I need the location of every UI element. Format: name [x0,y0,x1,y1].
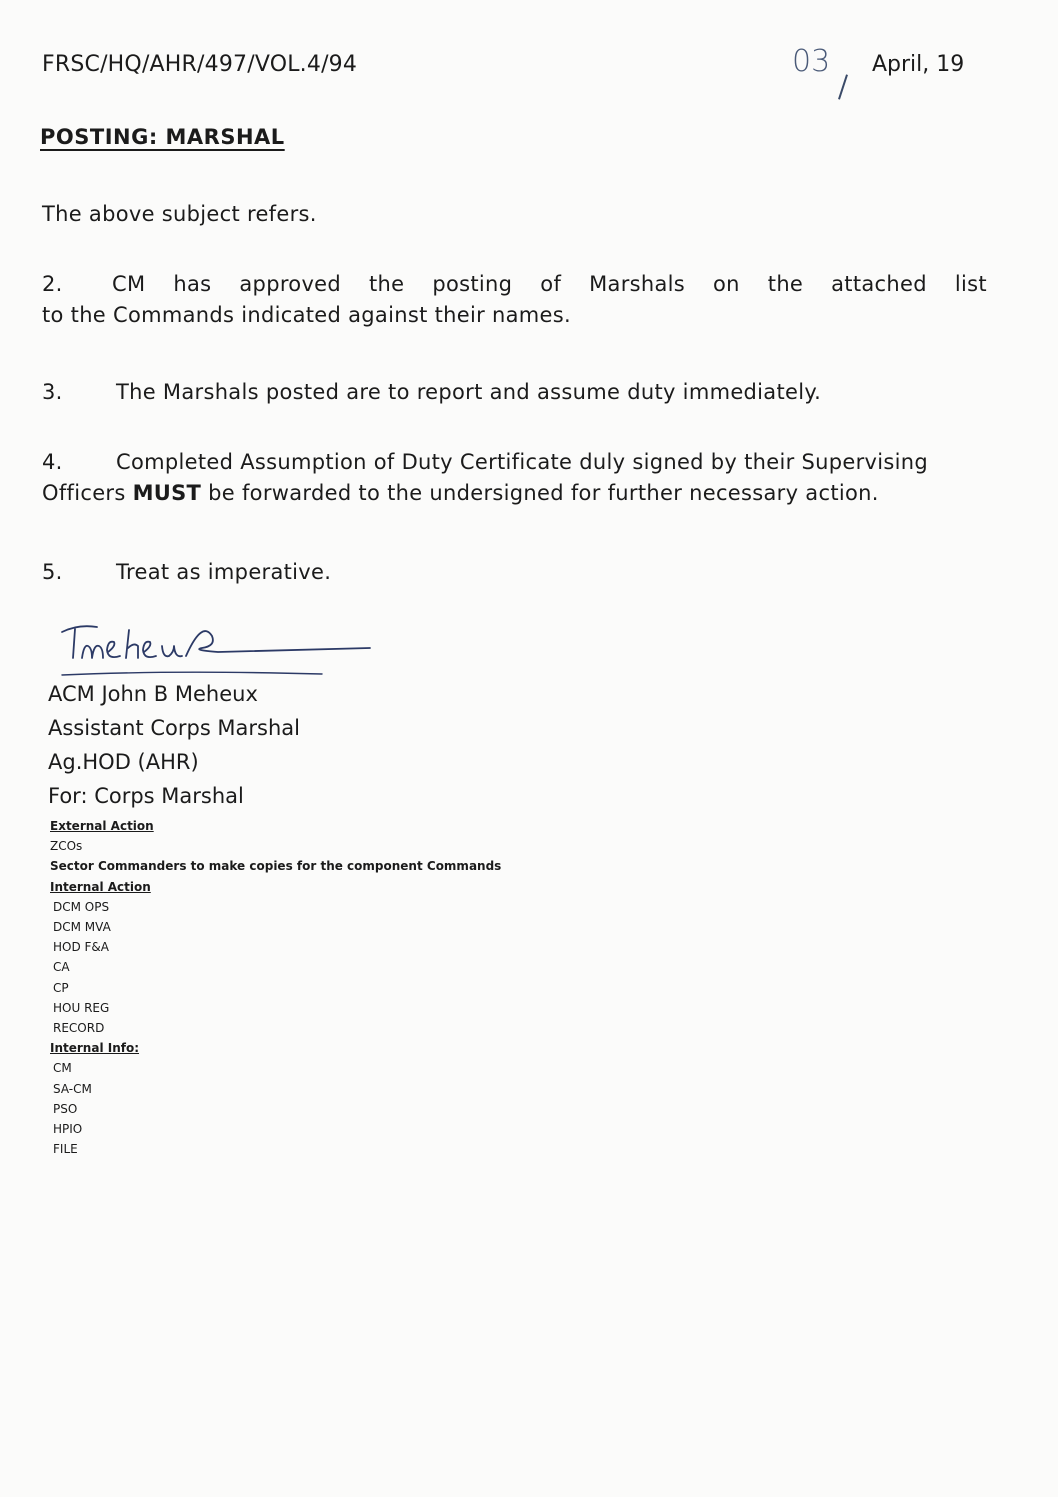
distribution-item: CP [53,980,69,995]
paragraph-5-number: 5. [42,560,63,584]
signatory-title: Assistant Corps Marshal [48,716,301,740]
paragraph-3-text: The Marshals posted are to report and assume duty immediately. [116,380,822,404]
signatory-on-behalf: For: Corps Marshal [48,784,244,808]
para2-word: Marshals [589,272,686,296]
paragraph-4-line-1-text: Completed Assumption of Duty Certificate duly signed by their Supervising [116,450,929,474]
paragraph-2 [42,272,987,327]
paragraph-4-line-2 [42,481,928,505]
paragraph-2-line-2: to the Commands indicated against their names. [42,303,571,327]
distribution-item: RECORD [53,1021,105,1036]
distribution-item: FILE [53,1142,78,1157]
para2-word: list [954,272,987,296]
signatory-name: ACM John B Meheux [48,682,258,706]
paragraph-4-line-2-post: be forwarded to the undersigned for further necessary action. [201,481,879,505]
paragraph-2-number: 2. [42,272,63,296]
must-emphasis: MUST [132,481,202,505]
paragraph-4-number: 4. [42,450,63,474]
handwritten-signature [42,612,382,687]
para2-word: on [713,272,740,296]
handwritten-comma-mark [838,74,848,99]
paragraph-4 [42,450,928,505]
sector-note: Sector Commanders to make copies for the component Commands [50,859,502,874]
internal-action-heading: Internal Action [50,879,151,894]
paragraph-3-number: 3. [42,380,63,404]
intro-paragraph: The above subject refers. [42,202,317,226]
distribution-list [50,816,570,1159]
paragraph-4-line-1 [42,450,928,474]
para2-word: attached [831,272,927,296]
subject-heading: POSTING: MARSHAL [40,125,285,149]
paragraph-4-line-2-pre: Officers [42,481,133,505]
para2-word: the [369,272,405,296]
distribution-item: DCM OPS [53,899,110,914]
reference-number: FRSC/HQ/AHR/497/VOL.4/94 [42,52,358,77]
distribution-item: CM [53,1061,72,1076]
external-action-heading: External Action [50,819,154,833]
distribution-item: DCM MVA [53,920,111,935]
para2-word: posting [432,272,513,296]
paragraph-2-line-1 [42,272,987,296]
para2-word: CM [112,272,146,296]
para2-word: the [767,272,804,296]
distribution-item: CA [53,960,70,975]
distribution-item: HOD F&A [53,940,109,955]
distribution-item: SA-CM [53,1081,92,1096]
distribution-item: ZCOs [50,839,83,854]
para2-word: has [173,272,212,296]
distribution-item: HPIO [53,1122,83,1137]
para2-word: of [540,272,562,296]
para2-word: approved [239,272,342,296]
paragraph-3 [42,380,821,404]
printed-date: April, 19 [872,52,965,77]
signatory-department: Ag.HOD (AHR) [48,750,199,774]
paragraph-5 [42,560,331,584]
handwritten-date-day: 03 [792,44,831,79]
distribution-item: HOU REG [53,1000,110,1015]
paragraph-5-text: Treat as imperative. [116,560,332,584]
internal-info-heading: Internal Info: [50,1041,140,1056]
distribution-item: PSO [53,1101,78,1116]
